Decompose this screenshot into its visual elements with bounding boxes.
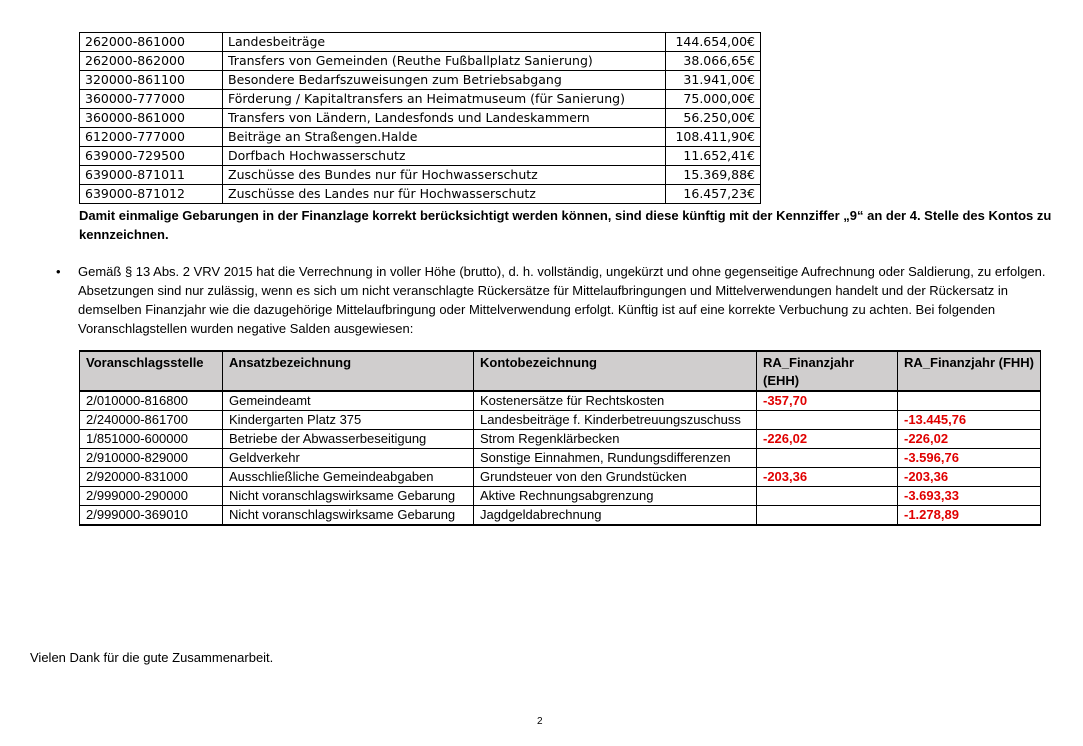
cell-konto: Strom Regenklärbecken <box>474 430 757 449</box>
account-number: 360000-777000 <box>80 90 223 109</box>
cell-ehh <box>757 449 898 468</box>
cell-fhh <box>898 391 1041 411</box>
cell-ansatz: Nicht voranschlagswirksame Gebarung <box>223 487 474 506</box>
bullet-icon: • <box>56 264 61 279</box>
cell-konto: Sonstige Einnahmen, Rundungsdifferenzen <box>474 449 757 468</box>
cell-ehh: -357,70 <box>757 391 898 411</box>
account-amount: 15.369,88€ <box>666 166 761 185</box>
account-amount: 144.654,00€ <box>666 33 761 52</box>
account-number: 360000-861000 <box>80 109 223 128</box>
header-ra-fhh: RA_Finanzjahr (FHH) <box>898 351 1041 391</box>
cell-fhh: -3.596,76 <box>898 449 1041 468</box>
header-ra-ehh: RA_Finanzjahr (EHH) <box>757 351 898 391</box>
account-amount: 11.652,41€ <box>666 147 761 166</box>
account-number: 639000-871012 <box>80 185 223 204</box>
bullet-paragraph <box>56 262 1056 338</box>
table-row <box>80 449 1041 468</box>
header-voranschlagsstelle: Voranschlagsstelle <box>80 351 223 391</box>
header-kontobezeichnung: Kontobezeichnung <box>474 351 757 391</box>
account-description: Zuschüsse des Bundes nur für Hochwasserschutz <box>223 166 666 185</box>
account-number: 262000-862000 <box>80 52 223 71</box>
cell-konto: Jagdgeldabrechnung <box>474 506 757 526</box>
cell-ehh <box>757 506 898 526</box>
account-description: Beiträge an Straßengen.Halde <box>223 128 666 147</box>
table-row <box>80 147 761 166</box>
cell-ansatz: Gemeindeamt <box>223 391 474 411</box>
cell-konto: Aktive Rechnungsabgrenzung <box>474 487 757 506</box>
cell-stelle: 2/999000-369010 <box>80 506 223 526</box>
cell-ansatz: Nicht voranschlagswirksame Gebarung <box>223 506 474 526</box>
cell-stelle: 2/910000-829000 <box>80 449 223 468</box>
negative-balances-table <box>79 350 1041 526</box>
cell-stelle: 2/010000-816800 <box>80 391 223 411</box>
table-row <box>80 487 1041 506</box>
page-number: 2 <box>537 716 543 727</box>
cell-fhh: -13.445,76 <box>898 411 1041 430</box>
cell-stelle: 2/240000-861700 <box>80 411 223 430</box>
cell-stelle: 2/920000-831000 <box>80 468 223 487</box>
cell-ansatz: Kindergarten Platz 375 <box>223 411 474 430</box>
table-row <box>80 166 761 185</box>
cell-stelle: 2/999000-290000 <box>80 487 223 506</box>
table-row <box>80 506 1041 526</box>
table-row <box>80 391 1041 411</box>
cell-ehh <box>757 487 898 506</box>
cell-fhh: -3.693,33 <box>898 487 1041 506</box>
cell-ansatz: Ausschließliche Gemeindeabgaben <box>223 468 474 487</box>
account-amount: 108.411,90€ <box>666 128 761 147</box>
account-amount: 31.941,00€ <box>666 71 761 90</box>
account-number: 639000-871011 <box>80 166 223 185</box>
account-number: 639000-729500 <box>80 147 223 166</box>
table-row <box>80 128 761 147</box>
bullet-text: Gemäß § 13 Abs. 2 VRV 2015 hat die Verrechnung in voller Höhe (brutto), d. h. vollständig, ungekürzt und ohne gegenseitige Aufrechnung oder Saldierung, zu erfolgen. Absetzungen sind nur zulässig, wenn es sich um nicht veranschlagte Rückersätze für Mittelaufbringungen und Mittelverwendungen handelt und der Rückersatz in demselben Finanzjahr wie die dazugehörige Mittelaufbringung oder Mittelverwendung erfolgt. Künftig ist auf eine korrekte Verbuchung zu achten. Bei folgenden Voranschlagstellen wurden negative Salden ausgewiesen: <box>78 264 1046 336</box>
table-row <box>80 71 761 90</box>
account-amount: 75.000,00€ <box>666 90 761 109</box>
cell-ehh: -203,36 <box>757 468 898 487</box>
table-row <box>80 468 1041 487</box>
cell-stelle: 1/851000-600000 <box>80 430 223 449</box>
cell-konto: Kostenersätze für Rechtskosten <box>474 391 757 411</box>
cell-konto: Landesbeiträge f. Kinderbetreuungszuschuss <box>474 411 757 430</box>
account-description: Transfers von Gemeinden (Reuthe Fußballplatz Sanierung) <box>223 52 666 71</box>
cell-ehh <box>757 411 898 430</box>
account-amount: 38.066,65€ <box>666 52 761 71</box>
table-row <box>80 430 1041 449</box>
account-amount: 16.457,23€ <box>666 185 761 204</box>
account-description: Landesbeiträge <box>223 33 666 52</box>
cell-fhh: -203,36 <box>898 468 1041 487</box>
budget-accounts-table <box>79 32 761 204</box>
account-number: 262000-861000 <box>80 33 223 52</box>
account-number: 612000-777000 <box>80 128 223 147</box>
closing-text: Vielen Dank für die gute Zusammenarbeit. <box>30 650 274 665</box>
table-row <box>80 90 761 109</box>
header-ansatzbezeichnung: Ansatzbezeichnung <box>223 351 474 391</box>
table-header-row <box>80 351 1041 391</box>
table-row <box>80 185 761 204</box>
account-description: Besondere Bedarfszuweisungen zum Betriebsabgang <box>223 71 666 90</box>
cell-ansatz: Betriebe der Abwasserbeseitigung <box>223 430 474 449</box>
cell-fhh: -1.278,89 <box>898 506 1041 526</box>
account-description: Zuschüsse des Landes nur für Hochwasserschutz <box>223 185 666 204</box>
table-row <box>80 411 1041 430</box>
cell-ansatz: Geldverkehr <box>223 449 474 468</box>
cell-konto: Grundsteuer von den Grundstücken <box>474 468 757 487</box>
cell-fhh: -226,02 <box>898 430 1041 449</box>
table-row <box>80 109 761 128</box>
table-row <box>80 33 761 52</box>
account-description: Transfers von Ländern, Landesfonds und Landeskammern <box>223 109 666 128</box>
table-row <box>80 52 761 71</box>
account-description: Förderung / Kapitaltransfers an Heimatmuseum (für Sanierung) <box>223 90 666 109</box>
account-number: 320000-861100 <box>80 71 223 90</box>
cell-ehh: -226,02 <box>757 430 898 449</box>
account-amount: 56.250,00€ <box>666 109 761 128</box>
account-description: Dorfbach Hochwasserschutz <box>223 147 666 166</box>
bold-note: Damit einmalige Gebarungen in der Finanzlage korrekt berücksichtigt werden können, sind diese künftig mit der Kennziffer „9“ an der 4. Stelle des Kontos zu kennzeichnen. <box>79 208 1052 242</box>
